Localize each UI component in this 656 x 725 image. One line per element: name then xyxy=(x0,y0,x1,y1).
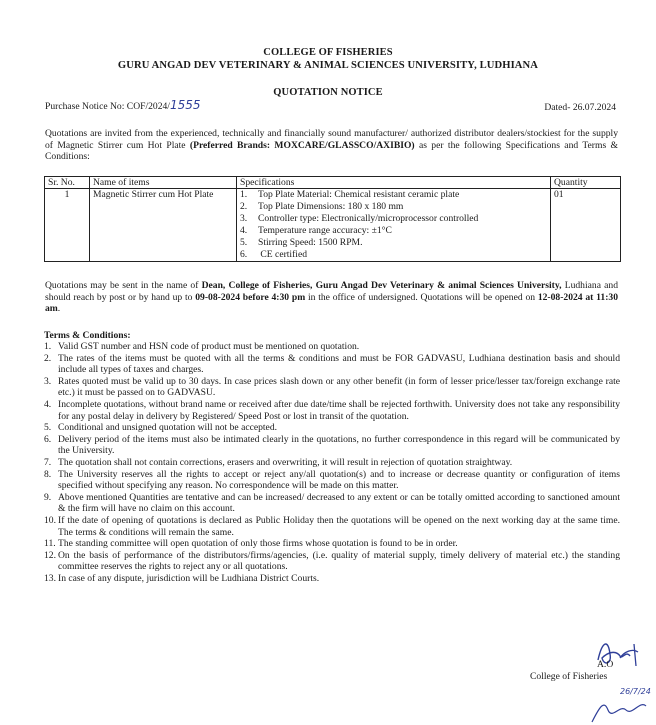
col-header-quantity: Quantity xyxy=(551,177,621,189)
purchase-notice-line xyxy=(45,100,201,113)
term-item xyxy=(44,515,620,538)
spec-number: 4. xyxy=(240,225,248,236)
addressee: Dean, College of Fisheries, Guru Angad Dev Veterinary & animal Sciences University, xyxy=(201,280,562,291)
term-item xyxy=(44,422,620,434)
submission-text-2: Ludhiana and should reach by post or by hand up to xyxy=(45,280,618,303)
cell-quantity: 01 xyxy=(551,189,621,262)
table-header-row xyxy=(45,177,621,189)
spec-number: 5. xyxy=(240,237,248,248)
spec-item xyxy=(240,213,547,225)
term-text: Incomplete quotations, without brand name or received after due date/time shall be rejected forthwith. University does not take any responsibility for any postal delay in delivery by Registered/ Speed Post or lost in transit of the quotation. xyxy=(58,398,620,422)
submission-paragraph xyxy=(45,280,618,315)
term-number: 3. xyxy=(44,375,52,387)
terms-heading: Terms & Conditions: xyxy=(44,330,131,341)
submission-text-1: Quotations may be sent in the name of xyxy=(45,280,202,291)
term-number: 10. xyxy=(44,514,56,526)
spec-text: Top Plate Material: Chemical resistant ceramic plate xyxy=(258,189,460,200)
col-header-sr: Sr. No. xyxy=(45,177,90,189)
term-item xyxy=(44,492,620,515)
term-number: 7. xyxy=(44,456,52,468)
term-item xyxy=(44,399,620,422)
intro-tail: as per the following Specifications and Terms & Conditions: xyxy=(45,139,618,163)
term-item xyxy=(44,457,620,469)
spec-item xyxy=(240,201,547,213)
spec-number: 3. xyxy=(240,213,248,224)
term-number: 12. xyxy=(44,549,56,561)
cell-item: Magnetic Stirrer cum Hot Plate xyxy=(90,189,237,262)
spec-text: Controller type: Electronically/microprocessor controlled xyxy=(258,213,479,224)
term-item xyxy=(44,353,620,376)
term-item xyxy=(44,434,620,457)
spec-text: Stirring Speed: 1500 RPM. xyxy=(258,237,363,248)
spec-list xyxy=(240,189,547,261)
term-number: 11. xyxy=(44,538,56,550)
handwritten-date: 26/7/24 xyxy=(620,687,651,696)
term-text: The University reserves all the rights to accept or reject any/all quotation(s) and to increase or decrease quantity or configuration of items specified without specifying any reason. No correspondence will be made on this matter. xyxy=(58,468,620,492)
spec-number: 2. xyxy=(240,201,248,212)
specification-table xyxy=(44,176,621,262)
term-number: 5. xyxy=(44,422,52,434)
term-item xyxy=(44,538,620,550)
submission-text-3: in the office of undersigned. Quotations will be opened on xyxy=(305,291,538,303)
term-number: 4. xyxy=(44,398,52,410)
term-text: On the basis of performance of the distributors/firms/agencies, (i.e. quality of material supply, timely delivery of material etc.) the standing committee reserves the rights to reject any or all quotations. xyxy=(58,549,620,573)
term-text: Above mentioned Quantities are tentative and can be increased/ decreased to any extent or can be totally omitted according to sanctioned amount & the firm will have no claim on this account. xyxy=(58,491,620,515)
term-text: The quotation shall not contain corrections, erasers and overwriting, it will result in rejection of quotation straightway. xyxy=(58,456,513,468)
notice-date: Dated- 26.07.2024 xyxy=(544,102,616,113)
term-text: Conditional and unsigned quotation will not be accepted. xyxy=(58,422,278,434)
signatory-office: College of Fisheries xyxy=(530,671,608,682)
term-text: The standing committee will open quotation of only those firms whose quotation is found to be in order. xyxy=(58,538,458,550)
spec-text: Temperature range accuracy: ±1°C xyxy=(258,225,392,236)
purchase-notice-label: Purchase Notice No: COF/2024/ xyxy=(45,101,170,112)
term-text: Delivery period of the items must also be intimated clearly in the quotations, no further correspondence in this regard will be communicated by the University. xyxy=(58,433,620,457)
college-name: COLLEGE OF FISHERIES xyxy=(263,47,393,58)
spec-text: CE certified xyxy=(258,249,308,260)
term-number: 6. xyxy=(44,433,52,445)
term-text: Valid GST number and HSN code of product must be mentioned on quotation. xyxy=(58,341,360,352)
spec-number: 6. xyxy=(240,249,248,260)
term-text: If the date of opening of quotations is declared as Public Holiday then the quotations will be opened on the next working day at the same time. The terms & conditions will remain the same. xyxy=(58,514,620,538)
term-number: 13. xyxy=(44,572,56,584)
signatory-designation: A.O xyxy=(597,659,614,670)
term-text: The rates of the items must be quoted with all the terms & conditions and must be FOR GADVASU, Ludhiana destination basis and should include all types of taxes and charges. xyxy=(58,352,620,376)
cell-specifications xyxy=(237,189,551,262)
term-item xyxy=(44,376,620,399)
col-header-item: Name of items xyxy=(90,177,237,189)
term-item xyxy=(44,341,620,353)
term-number: 1. xyxy=(44,341,52,352)
intro-paragraph xyxy=(45,128,618,163)
spec-item xyxy=(240,237,547,249)
last-date: 09-08-2024 before 4:30 pm xyxy=(195,291,306,303)
preferred-brands: (Preferred Brands: MOXCARE/GLASSCO/AXIBIO) xyxy=(189,139,415,151)
term-number: 2. xyxy=(44,352,52,364)
term-number: 9. xyxy=(44,491,52,503)
purchase-notice-number: 1555 xyxy=(169,98,201,112)
spec-item xyxy=(240,225,547,237)
spec-item xyxy=(240,189,547,201)
term-item xyxy=(44,573,620,585)
terms-list xyxy=(44,341,620,584)
university-name: GURU ANGAD DEV VETERINARY & ANIMAL SCIENCES UNIVERSITY, LUDHIANA xyxy=(117,60,539,71)
spec-number: 1. xyxy=(240,189,248,200)
col-header-specifications: Specifications xyxy=(237,177,551,189)
notice-title: QUOTATION NOTICE xyxy=(273,87,383,98)
intro-text: Quotations are invited from the experienced, technically and financially sound manufacturer/ authorized distributor dealers/stockiest for the supply of Magnetic Stirrer cum Hot Plate xyxy=(45,128,618,151)
submission-text-4: . xyxy=(57,303,61,315)
term-item xyxy=(44,550,620,573)
term-item xyxy=(44,469,620,492)
term-text: Rates quoted must be valid up to 30 days. In case prices slash down or any other benefit (in form of lesser price/lesser tax/foreign exchange rate etc.) it must be passed on to GADVASU. xyxy=(58,375,620,399)
term-text: In case of any dispute, jurisdiction will be Ludhiana District Courts. xyxy=(58,572,320,584)
table-row xyxy=(45,189,621,262)
spec-text: Top Plate Dimensions: 180 x 180 mm xyxy=(258,201,404,212)
cell-sr: 1 xyxy=(45,189,90,262)
spec-item xyxy=(240,249,547,261)
opening-date: 12-08-2024 at 11:30 am xyxy=(45,291,618,315)
term-number: 8. xyxy=(44,468,52,480)
